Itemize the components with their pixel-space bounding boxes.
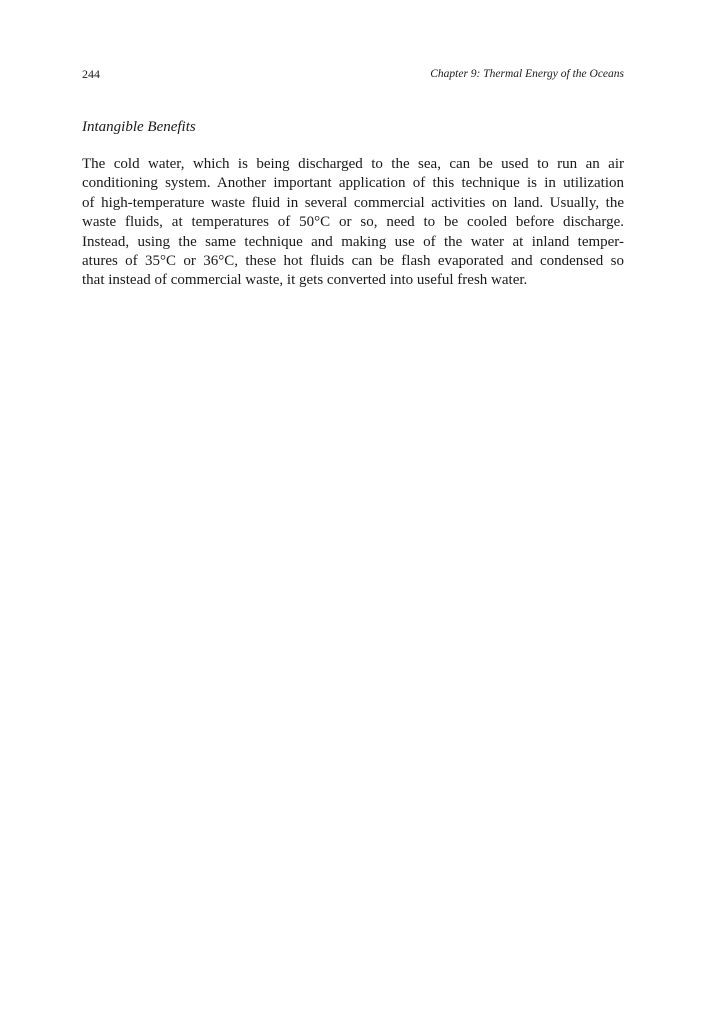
paragraph-line: Instead, using the same technique and making use of the water at inland temper-	[82, 233, 624, 250]
paragraph-line: that instead of commercial waste, it gets converted into useful fresh water.	[82, 272, 528, 289]
paragraph-line: The cold water, which is being discharged to the sea, can be used to run an air	[82, 156, 624, 172]
page-number: 244	[82, 67, 100, 81]
body-paragraph	[82, 155, 624, 291]
paragraph-line: atures of 35°C or 36°C, these hot fluids can be flash evaporated and condensed so	[82, 253, 624, 270]
paragraph-line: conditioning system. Another important application of this technique is in utilization	[82, 175, 624, 192]
section-heading: Intangible Benefits	[82, 119, 196, 135]
chapter-title: Chapter 9: Thermal Energy of the Oceans	[430, 68, 624, 80]
paragraph-line: waste fluids, at temperatures of 50°C or so, need to be cooled before discharge.	[82, 214, 624, 231]
running-header	[82, 66, 624, 82]
paragraph-line: of high-temperature waste fluid in several commercial activities on land. Usually, the	[82, 194, 624, 211]
